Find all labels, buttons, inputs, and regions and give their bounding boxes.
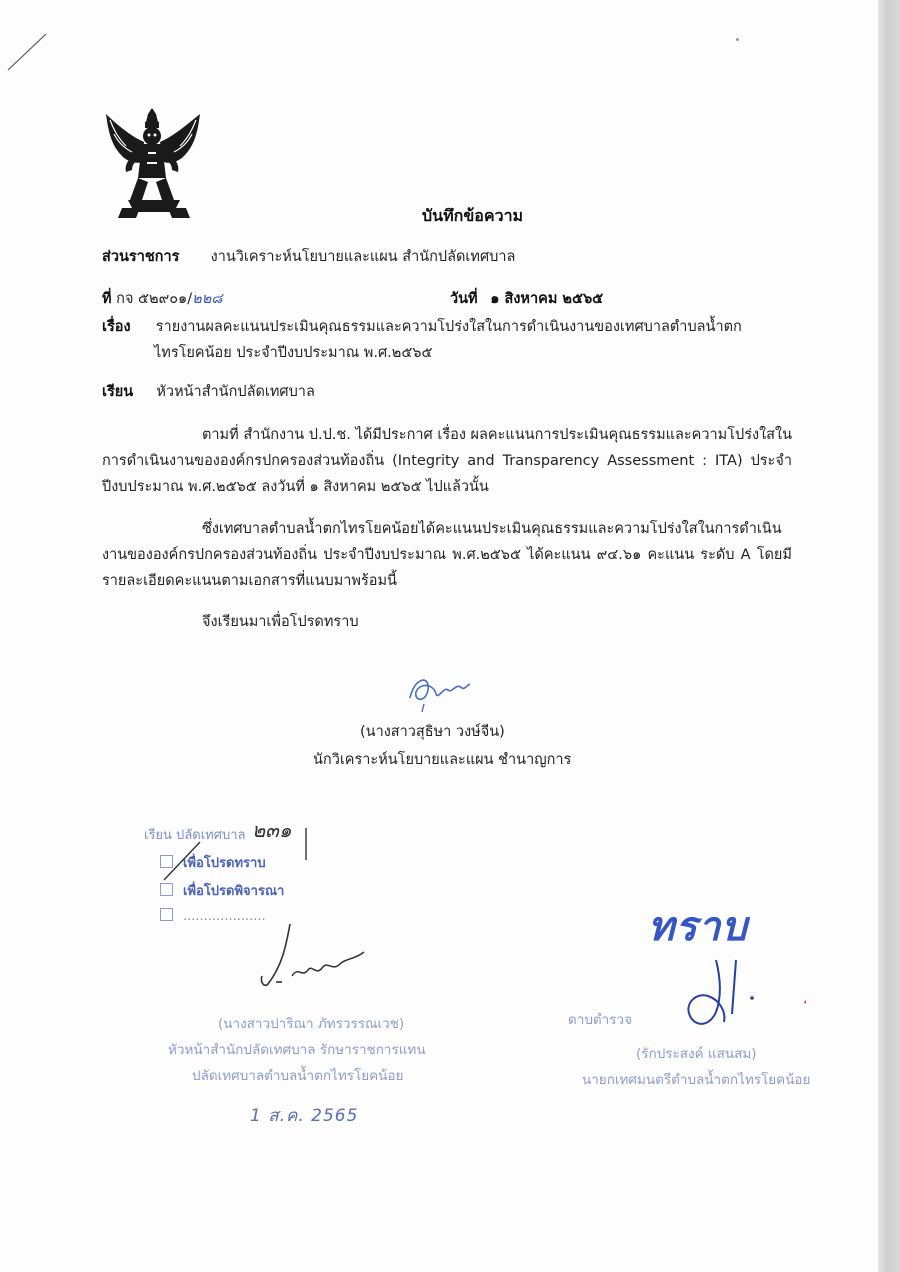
scan-dot [736, 38, 739, 41]
note-heading: เรียน ปลัดเทศบาล [144, 828, 246, 843]
addressee-value: หัวหน้าสำนักปลัดเทศบาล [156, 384, 315, 400]
mayor-prefix: ดาบตำรวจ [568, 1012, 633, 1028]
mayor-name: (รักประสงค์ แสนสม) [636, 1046, 757, 1062]
note-signer-position-2: ปลัดเทศบาลตำบลน้ำตกไทรโยคน้อย [192, 1068, 404, 1084]
closing-text: จึงเรียนมาเพื่อโปรดทราบ [202, 614, 359, 630]
subject-text-line1: รายงานผลคะแนนประเมินคุณธรรมและความโปร่งใสในการดำเนินงานของเทศบาลตำบลน้ำตก [155, 319, 742, 335]
subject-text-line2: ไทรโยคน้อย ประจำปีงบประมาณ พ.ศ.๒๕๖๕ [154, 345, 433, 361]
note-signer-position-1: หัวหน้าสำนักปลัดเทศบาล รักษาราชการแทน [168, 1042, 426, 1058]
note-option-2-label: เพื่อโปรดพิจารณา [183, 884, 285, 899]
signer-signature [400, 668, 480, 714]
closing-line [202, 610, 359, 633]
addressee-label: เรียน [102, 384, 134, 400]
pen-stroke-mark [6, 30, 50, 74]
date-label: วันที่ [450, 291, 478, 307]
reference-handwritten-number: ๒๒๘ [192, 291, 223, 307]
body-paragraph-2 [102, 516, 792, 594]
document-title: บันทึกข้อความ [422, 206, 524, 225]
note-check-stroke [156, 818, 356, 888]
subject-label: เรื่อง [102, 319, 131, 335]
reference-label: ที่ [102, 291, 112, 307]
date-value: ๑ สิงหาคม ๒๕๖๕ [490, 291, 604, 307]
department-label: ส่วนราชการ [102, 249, 180, 265]
mayor-position: นายกเทศมนตรีตำบลน้ำตกไทรโยคน้อย [582, 1072, 811, 1088]
mayor-signature [676, 956, 806, 1036]
scan-edge [878, 0, 900, 1272]
note-signature [246, 922, 376, 992]
department-value: งานวิเคราะห์นโยบายและแผน สำนักปลัดเทศบาล [210, 249, 516, 265]
received-date-stamp: 1 ส.ค. 2565 [250, 1106, 359, 1126]
note-handwritten-number: ๒๓๑ [252, 818, 292, 842]
note-signer-name: (นางสาวปาริณา ภัทรวรรณเวช) [218, 1016, 405, 1032]
date-line [450, 287, 603, 310]
note-option-1-label: เพื่อโปรดทราบ [183, 856, 266, 871]
body-paragraph-2-text: ซึ่งเทศบาลตำบลน้ำตกไทรโยคน้อยได้คะแนนประเมินคุณธรรมและความโปร่งใสในการดำเนินงานขององค์กรปกครองส่วนท้องถิ่น ประจำปีงบประมาณ พ.ศ.๒๕๖๕ ได้คะแนน ๙๔.๖๑ คะแนน ระดับ A โดยมีรายละเอียดคะแนนตามเอกสารที่แนบมาพร้อมนี้ [102, 521, 792, 589]
body-paragraph-1-text: ตามที่ สำนักงาน ป.ป.ช. ได้มีประกาศ เรื่อง ผลคะแนนการประเมินคุณธรรมและความโปร่งใสในการดำเนินงานขององค์กรปกครองส่วนท้องถิ่น (Integrity and Transparency Assessment : ITA) ประจำปีงบประมาณ พ.ศ.๒๕๖๕ ลงวันที่ ๑ สิงหาคม ๒๕๖๕ ไปแล้วนั้น [102, 427, 792, 495]
signer-name: (นางสาวสุธิษา วงษ์จีน) [360, 724, 505, 740]
body-paragraph-1 [102, 422, 792, 500]
garuda-emblem-icon [100, 108, 208, 220]
addressee-line [102, 380, 315, 403]
subject-line [102, 315, 742, 338]
acknowledged-stamp: ทราบ [648, 904, 748, 950]
reference-value: กจ ๕๒๙๐๑/ [116, 291, 193, 307]
department-line [102, 245, 515, 268]
reference-line [102, 287, 222, 310]
subject-continuation [154, 341, 433, 364]
signer-position: นักวิเคราะห์นโยบายและแผน ชำนาญการ [313, 752, 572, 768]
note-option-3-label: .................... [183, 909, 266, 924]
checkbox-unchecked [160, 908, 173, 921]
